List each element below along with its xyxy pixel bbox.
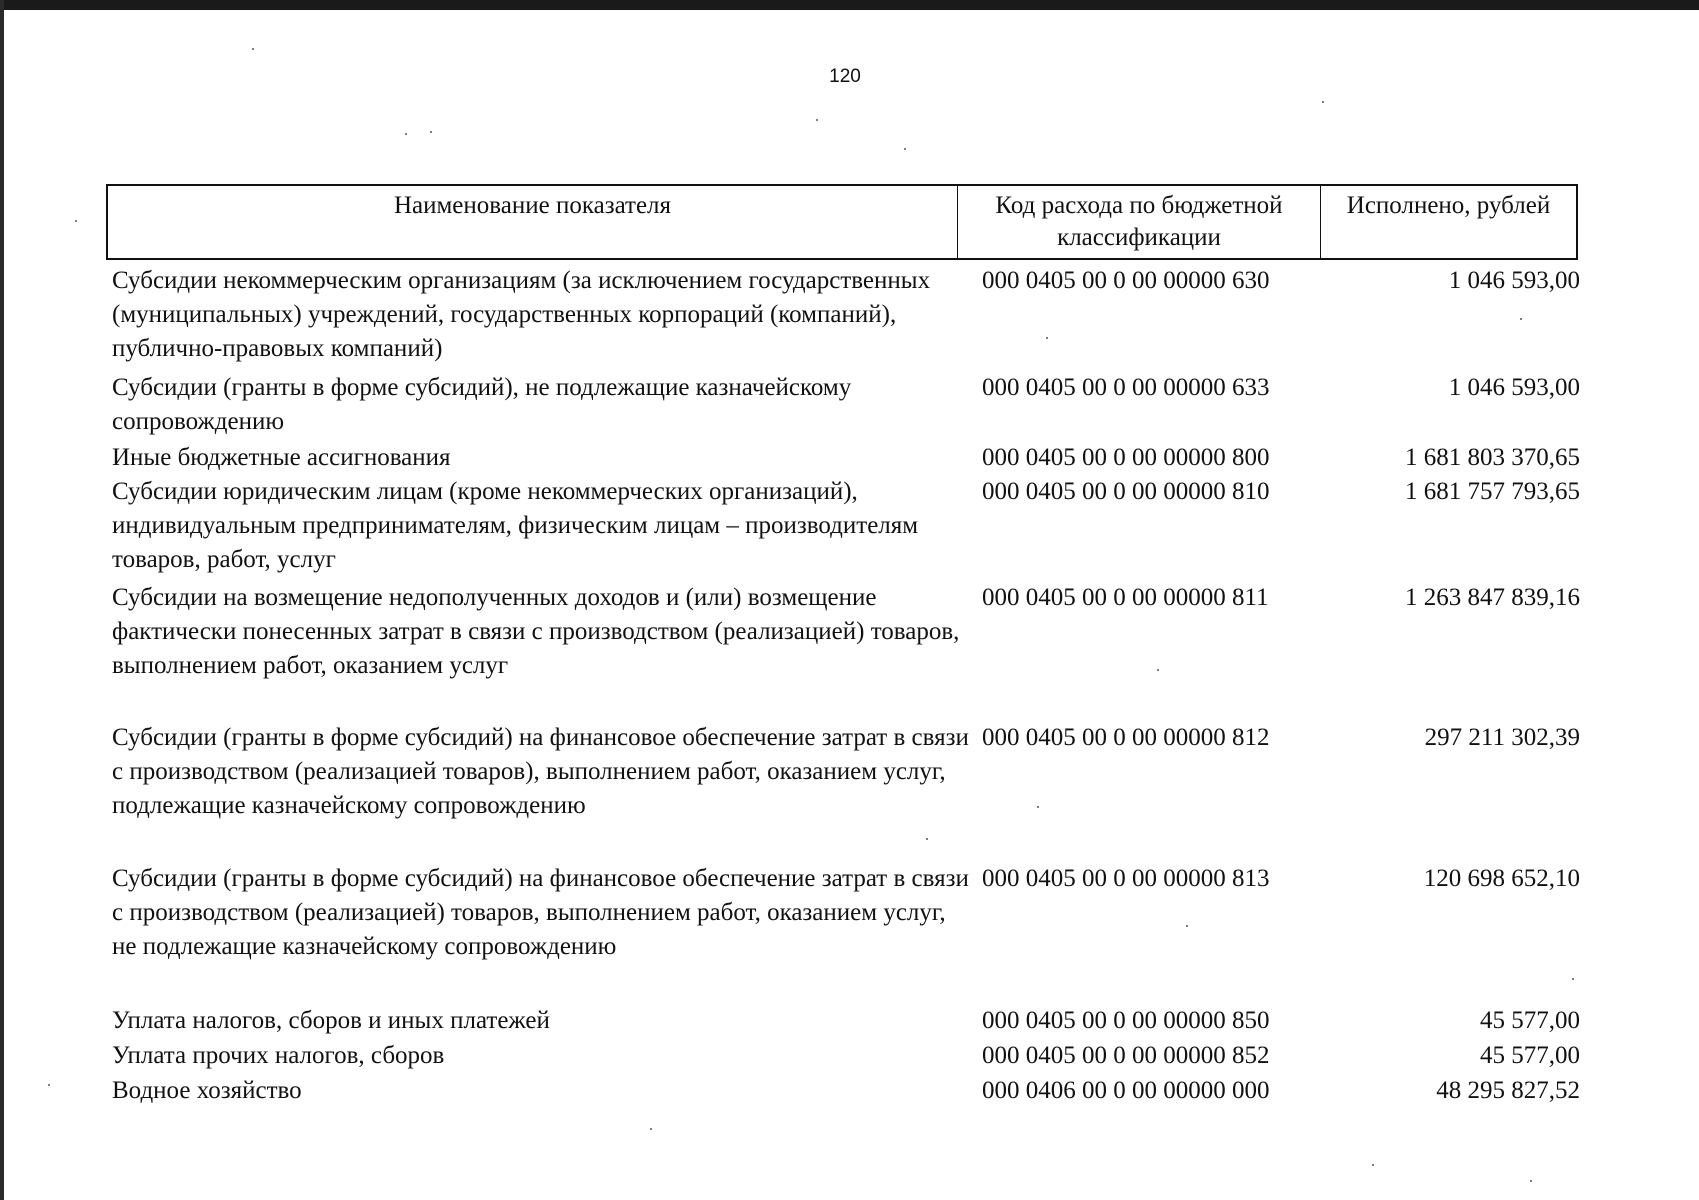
row-name: Иные бюджетные ассигнования (112, 444, 451, 471)
row-amount: 45 577,00 (1480, 1042, 1580, 1069)
scan-speck (252, 48, 254, 50)
header-amount: Исполнено, рублей (1346, 192, 1551, 219)
scan-speck (75, 220, 77, 222)
scan-top-border (0, 0, 1699, 10)
row-name: Субсидии на возмещение недополученных доходов и (или) возмещение фактически понесенных затрат в связи с производством (реализацией) товаров, выполнением работ, оказанием услуг (112, 584, 960, 679)
row-amount: 1 681 803 370,65 (1405, 444, 1580, 471)
row-code: 000 0405 00 0 00 00000 850 (982, 1007, 1270, 1034)
row-name: Уплата прочих налогов, сборов (112, 1042, 445, 1069)
scan-speck (48, 1084, 50, 1086)
scan-left-border (0, 0, 4, 1200)
row-amount: 1 263 847 839,16 (1405, 584, 1580, 611)
row-code: 000 0405 00 0 00 00000 633 (982, 374, 1270, 401)
page-number: 120 (829, 66, 861, 87)
row-code: 000 0405 00 0 00 00000 800 (982, 444, 1270, 471)
scan-speck (1520, 318, 1522, 320)
row-amount: 1 046 593,00 (1448, 267, 1580, 294)
row-amount: 120 698 652,10 (1423, 865, 1580, 892)
row-amount: 1 046 593,00 (1448, 374, 1580, 401)
scan-speck (650, 1128, 652, 1130)
scan-speck (405, 133, 407, 135)
row-code: 000 0405 00 0 00 00000 812 (982, 724, 1270, 751)
row-amount: 45 577,00 (1480, 1007, 1580, 1034)
row-amount: 1 681 757 793,65 (1405, 478, 1580, 505)
header-code: Код расхода по бюджетной классификации (958, 186, 1321, 258)
scan-speck (1037, 806, 1039, 808)
scan-speck (1157, 669, 1159, 671)
row-code: 000 0405 00 0 00 00000 813 (982, 865, 1270, 892)
header-name: Наименование показателя (108, 186, 958, 258)
scan-speck (816, 119, 818, 121)
table-header (106, 184, 1578, 260)
row-amount: 297 211 302,39 (1424, 724, 1580, 751)
row-name: Субсидии некоммерческим организациям (за исключением государственных (муниципальных) учреждений, государственных корпораций (компаний), публично-правовых компаний) (112, 267, 931, 362)
row-name: Уплата налогов, сборов и иных платежей (112, 1007, 550, 1034)
row-code: 000 0405 00 0 00 00000 810 (982, 478, 1270, 505)
row-code: 000 0405 00 0 00 00000 811 (982, 584, 1269, 611)
row-amount: 48 295 827,52 (1436, 1077, 1580, 1104)
row-name: Субсидии (гранты в форме субсидий) на финансовое обеспечение затрат в связи с производством (реализацией) товаров, выполнением работ, оказанием услуг, не подлежащие казначейскому сопровождению (112, 865, 969, 960)
scan-speck (1572, 978, 1574, 980)
scan-speck (430, 131, 432, 133)
row-code: 000 0405 00 0 00 00000 852 (982, 1042, 1270, 1069)
scan-speck (1530, 1180, 1532, 1182)
row-name: Водное хозяйство (112, 1077, 302, 1104)
row-name: Субсидии (гранты в форме субсидий) на финансовое обеспечение затрат в связи с производством (реализацией товаров), выполнением работ, оказанием услуг, подлежащие казначейскому сопровождению (112, 724, 969, 819)
scan-speck (1186, 925, 1188, 927)
row-code: 000 0405 00 0 00 00000 630 (982, 267, 1270, 294)
scan-speck (1046, 337, 1048, 339)
row-code: 000 0406 00 0 00 00000 000 (982, 1077, 1270, 1104)
row-name: Субсидии юридическим лицам (кроме некоммерческих организаций), индивидуальным предпринимателям, физическим лицам – производителям товаров, работ, услуг (112, 478, 919, 573)
scan-speck (1372, 1164, 1374, 1166)
scan-speck (1322, 101, 1324, 103)
scan-speck (904, 148, 906, 150)
row-name: Субсидии (гранты в форме субсидий), не подлежащие казначейскому сопровождению (112, 374, 852, 435)
scan-speck (926, 838, 928, 840)
